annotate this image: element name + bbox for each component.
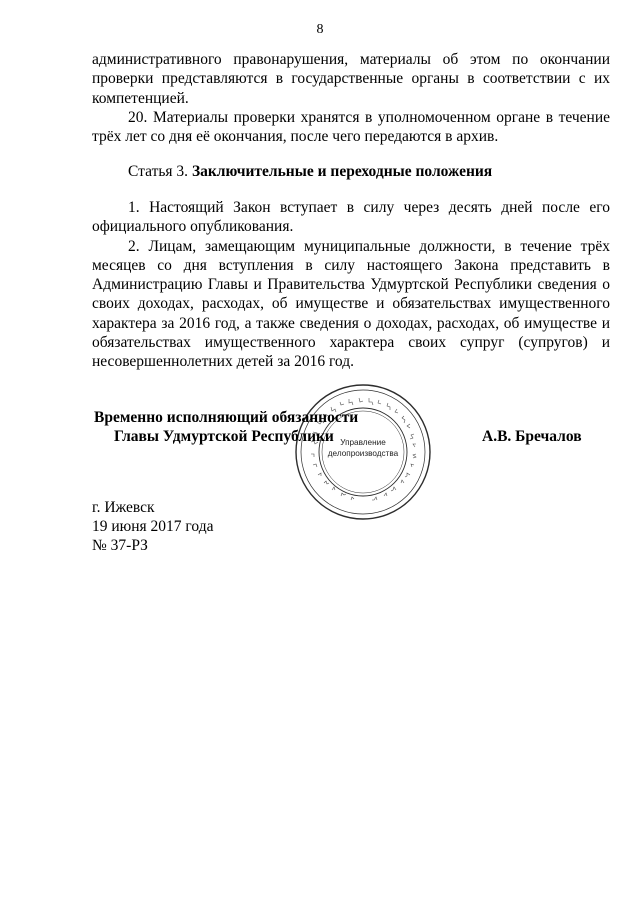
signatory-title-line-1: Временно исполняющий обязанности (94, 409, 359, 426)
document-date: 19 июня 2017 года (92, 518, 214, 535)
document-details (92, 498, 213, 555)
text-block-top (92, 50, 610, 146)
official-seal-stamp (293, 382, 433, 522)
article-label: Статья 3. (128, 163, 189, 180)
article-heading (92, 162, 610, 181)
article-title: Заключительные и переходные положения (191, 163, 493, 180)
paragraph-1: 1. Настоящий Закон вступает в силу через десять дней после его официального опубликования. (92, 199, 610, 236)
page-number: 8 (316, 22, 324, 37)
stamp-inner-line-1: Управление (340, 438, 386, 447)
text-block-article (92, 198, 610, 372)
document-number: № 37-РЗ (92, 537, 148, 554)
document-city: г. Ижевск (92, 499, 155, 516)
paragraph-20: 20. Материалы проверки хранятся в уполномоченном органе в течение трёх лет со дня её окончания, после чего передаются в архив. (92, 108, 610, 146)
paragraph-2: 2. Лицам, замещающим муниципальные должности, в течение трёх месяцев со дня вступления в силу настоящего Закона представить в Администрацию Главы и Правительства Удмуртской Республики сведения о своих доходах, расходах, об имуществе и обязательствах имущественного характера за 2016 год, а также сведения о доходах, расходах, об имуществе и обязательствах имущественного характера своих супруг (супругов) и несовершеннолетних детей за 2016 год. (92, 237, 610, 371)
stamp-inner-line-2: делопроизводства (327, 449, 399, 458)
signatory-title-line-2: Главы Удмуртской Республики (114, 428, 334, 445)
paragraph-continuation: административного правонарушения, материалы об этом по окончании проверки представляются в государственные органы в соответствии с их компетенцией. (92, 51, 610, 107)
signatory-name: А.В. Бречалов (482, 428, 582, 445)
